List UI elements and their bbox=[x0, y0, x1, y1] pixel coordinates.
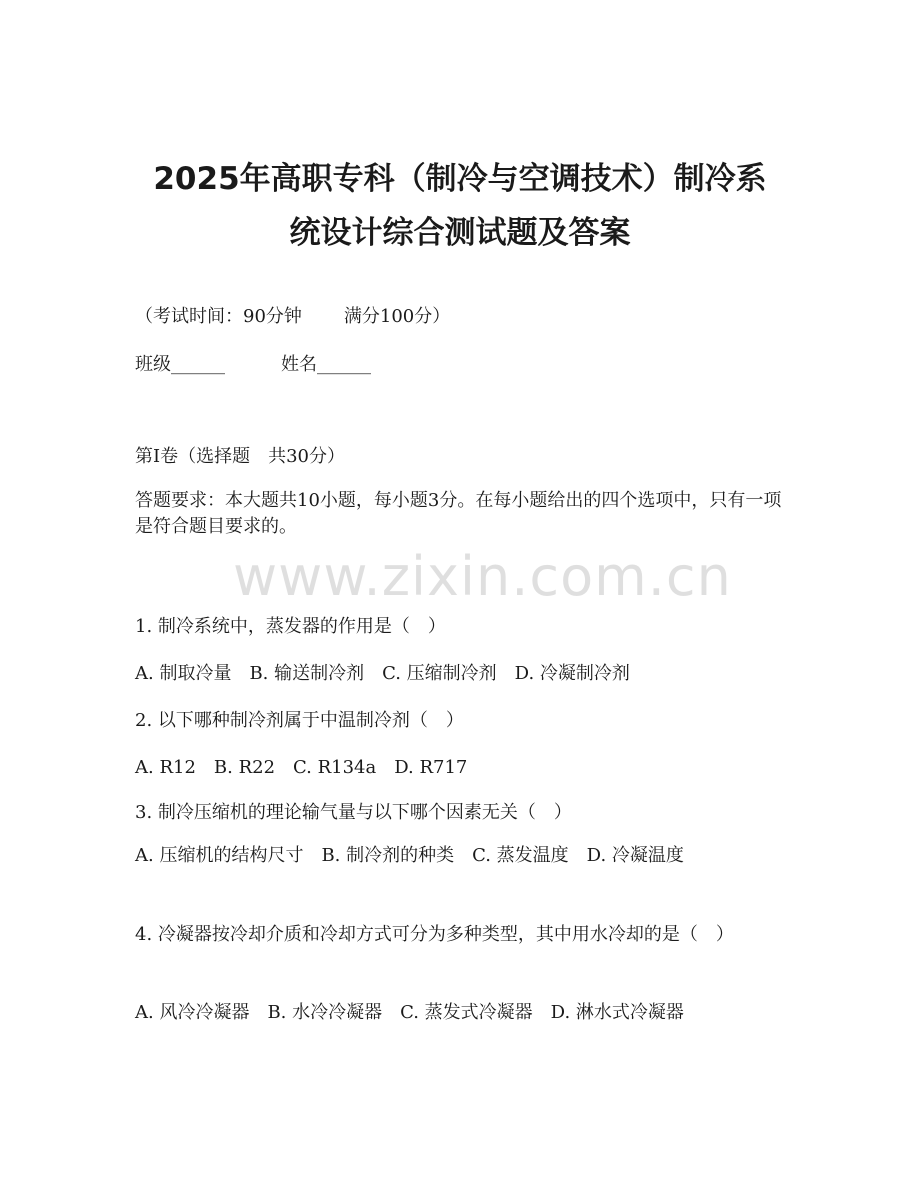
question-4-stem: 4. 冷凝器按冷却介质和冷却方式可分为多种类型，其中用水冷却的是（ ） bbox=[135, 924, 734, 945]
title-line-1: 2025年高职专科（制冷与空调技术）制冷系 bbox=[153, 161, 767, 197]
question-4-options: A. 风冷冷凝器 B. 水冷冷凝器 C. 蒸发式冷凝器 D. 淋水式冷凝器 bbox=[135, 1002, 684, 1023]
question-2-stem: 2. 以下哪种制冷剂属于中温制冷剂（ ） bbox=[135, 710, 464, 731]
class-field: 班级______ bbox=[135, 354, 225, 375]
name-field: 姓名______ bbox=[281, 354, 371, 375]
exam-score: 满分100分） bbox=[343, 306, 451, 327]
question-2-options: A. R12 B. R22 C. R134a D. R717 bbox=[135, 757, 468, 778]
question-3-options: A. 压缩机的结构尺寸 B. 制冷剂的种类 C. 蒸发温度 D. 冷凝温度 bbox=[135, 845, 684, 866]
watermark: www.zixin.com.cn bbox=[233, 545, 732, 608]
document-title bbox=[110, 152, 810, 260]
question-1-stem: 1. 制冷系统中，蒸发器的作用是（ ） bbox=[135, 616, 446, 637]
student-fields bbox=[135, 350, 371, 376]
exam-time: （考试时间：90分钟 bbox=[135, 306, 302, 327]
section-heading: 第I卷（选择题 共30分） bbox=[135, 446, 346, 467]
section-instructions: 答题要求：本大题共10小题，每小题3分。在每小题给出的四个选项中，只有一项是符合题目要求的。 bbox=[135, 490, 782, 537]
question-1-options: A. 制取冷量 B. 输送制冷剂 C. 压缩制冷剂 D. 冷凝制冷剂 bbox=[135, 663, 630, 684]
question-3-stem: 3. 制冷压缩机的理论输气量与以下哪个因素无关（ ） bbox=[135, 802, 572, 823]
title-line-2: 统设计综合测试题及答案 bbox=[289, 215, 631, 251]
exam-info bbox=[135, 302, 450, 328]
